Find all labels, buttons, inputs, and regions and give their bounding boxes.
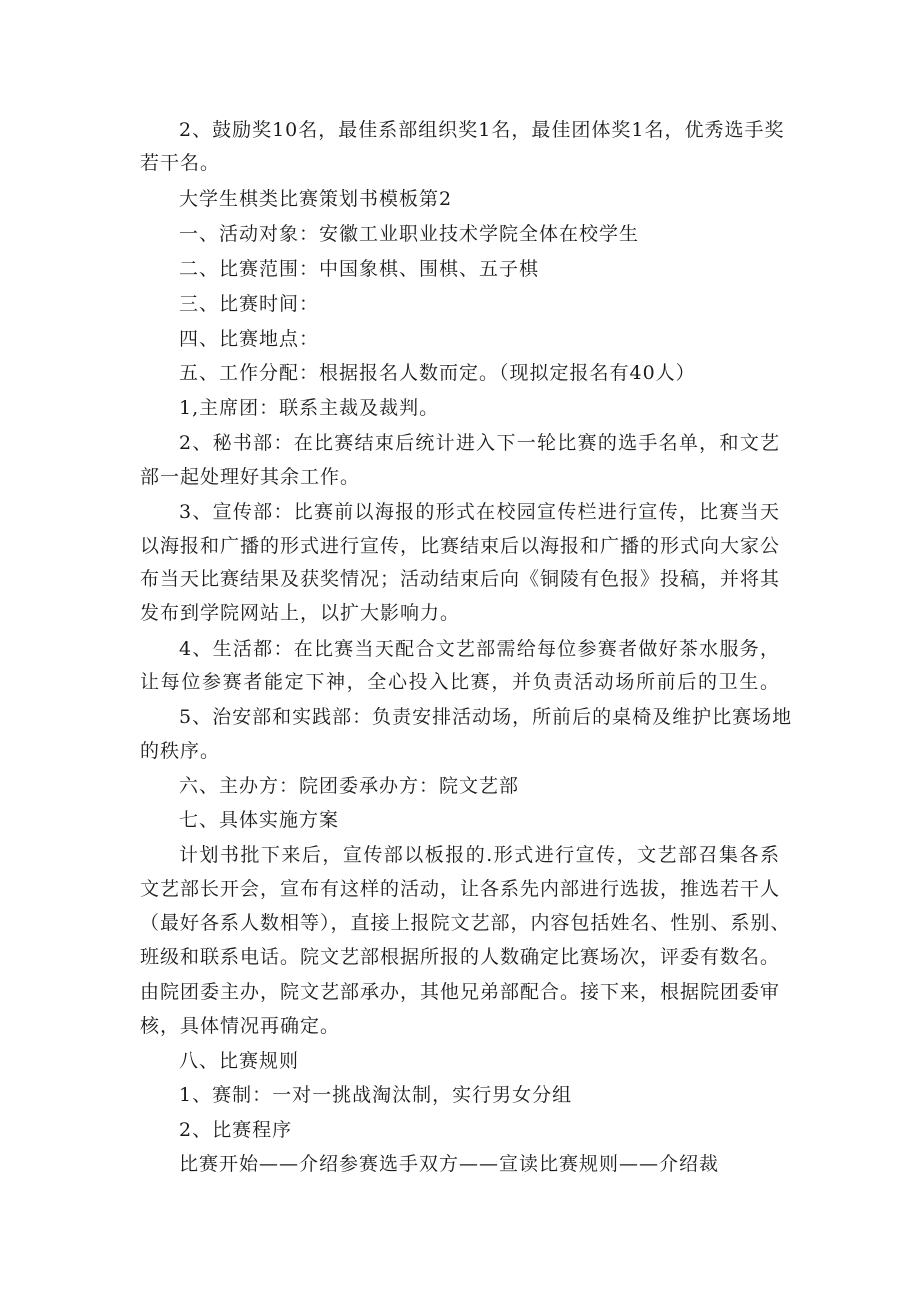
paragraph-line: 五、工作分配：根据报名人数而定。（现拟定报名有40人） (179, 362, 696, 384)
paragraph-line: 1、赛制：一对一挑战淘汰制，实行男女分组 (179, 1084, 573, 1106)
paragraph-line: （最好各系人数相等），直接上报院文艺部，内容包括姓名、性别、系别、 (140, 912, 791, 934)
paragraph-line: 2、比赛程序 (179, 1119, 293, 1141)
paragraph-line: 计划书批下来后，宣传部以板报的.形式进行宣传，文艺部召集各系 (179, 844, 780, 866)
paragraph-line: 4、生活都：在比赛当天配合文艺部需给每位参赛者做好茶水服务， (179, 638, 780, 660)
paragraph-line: 比赛开始——介绍参赛选手双方——宣读比赛规则——介绍裁 (179, 1153, 720, 1175)
paragraph-line: 发布到学院网站上，以扩大影响力。 (140, 602, 461, 624)
paragraph-line: 2、秘书部：在比赛结束后统计进入下一轮比赛的选手名单，和文艺 (179, 432, 780, 454)
section-heading: 大学生棋类比赛策划书模板第2 (179, 188, 453, 210)
paragraph-line: 的秩序。 (140, 740, 221, 762)
paragraph-line: 由院团委主办，院文艺部承办，其他兄弟部配合。接下来，根据院团委审 (140, 981, 781, 1003)
paragraph-line: 3、宣传部：比赛前以海报的形式在校园宣传栏进行宣传，比赛当天 (179, 501, 780, 523)
paragraph-line: 八、比赛规则 (179, 1050, 300, 1072)
paragraph-line: 5、治安部和实践部：负责安排活动场，所前后的桌椅及维护比赛场地 (179, 706, 793, 728)
paragraph-line: 部一起处理好其余工作。 (140, 466, 361, 488)
paragraph-line: 以海报和广播的形式进行宣传，比赛结束后以海报和广播的形式向大家公 (140, 535, 781, 557)
paragraph-line: 核，具体情况再确定。 (140, 1015, 341, 1037)
paragraph-line: 一、活动对象：安徽工业职业技术学院全体在校学生 (179, 223, 640, 245)
paragraph-line: 班级和联系电话。院文艺部根据所报的人数确定比赛场次，评委有数名。 (140, 946, 781, 968)
paragraph-line: 四、比赛地点： (179, 328, 320, 350)
paragraph-line: 1,主席团：联系主裁及裁判。 (179, 397, 440, 419)
paragraph-line: 布当天比赛结果及获奖情况；活动结束后向《铜陵有色报》投稿，并将其 (140, 568, 781, 590)
paragraph-line: 三、比赛时间： (179, 293, 320, 315)
paragraph-line: 文艺部长开会，宣布有这样的活动，让各系先内部进行选拔，推选若干人 (140, 878, 781, 900)
paragraph-line: 让每位参赛者能定下神，全心投入比赛，并负责活动场所前后的卫生。 (140, 671, 780, 693)
paragraph-line: 若干名。 (140, 152, 221, 174)
paragraph-line: 2、鼓励奖10名，最佳系部组织奖1名，最佳团体奖1名，优秀选手奖 (179, 119, 785, 141)
paragraph-line: 七、具体实施方案 (179, 809, 340, 831)
paragraph-line: 二、比赛范围：中国象棋、围棋、五子棋 (179, 258, 540, 280)
paragraph-line: 六、主办方：院团委承办方：院文艺部 (179, 775, 520, 797)
